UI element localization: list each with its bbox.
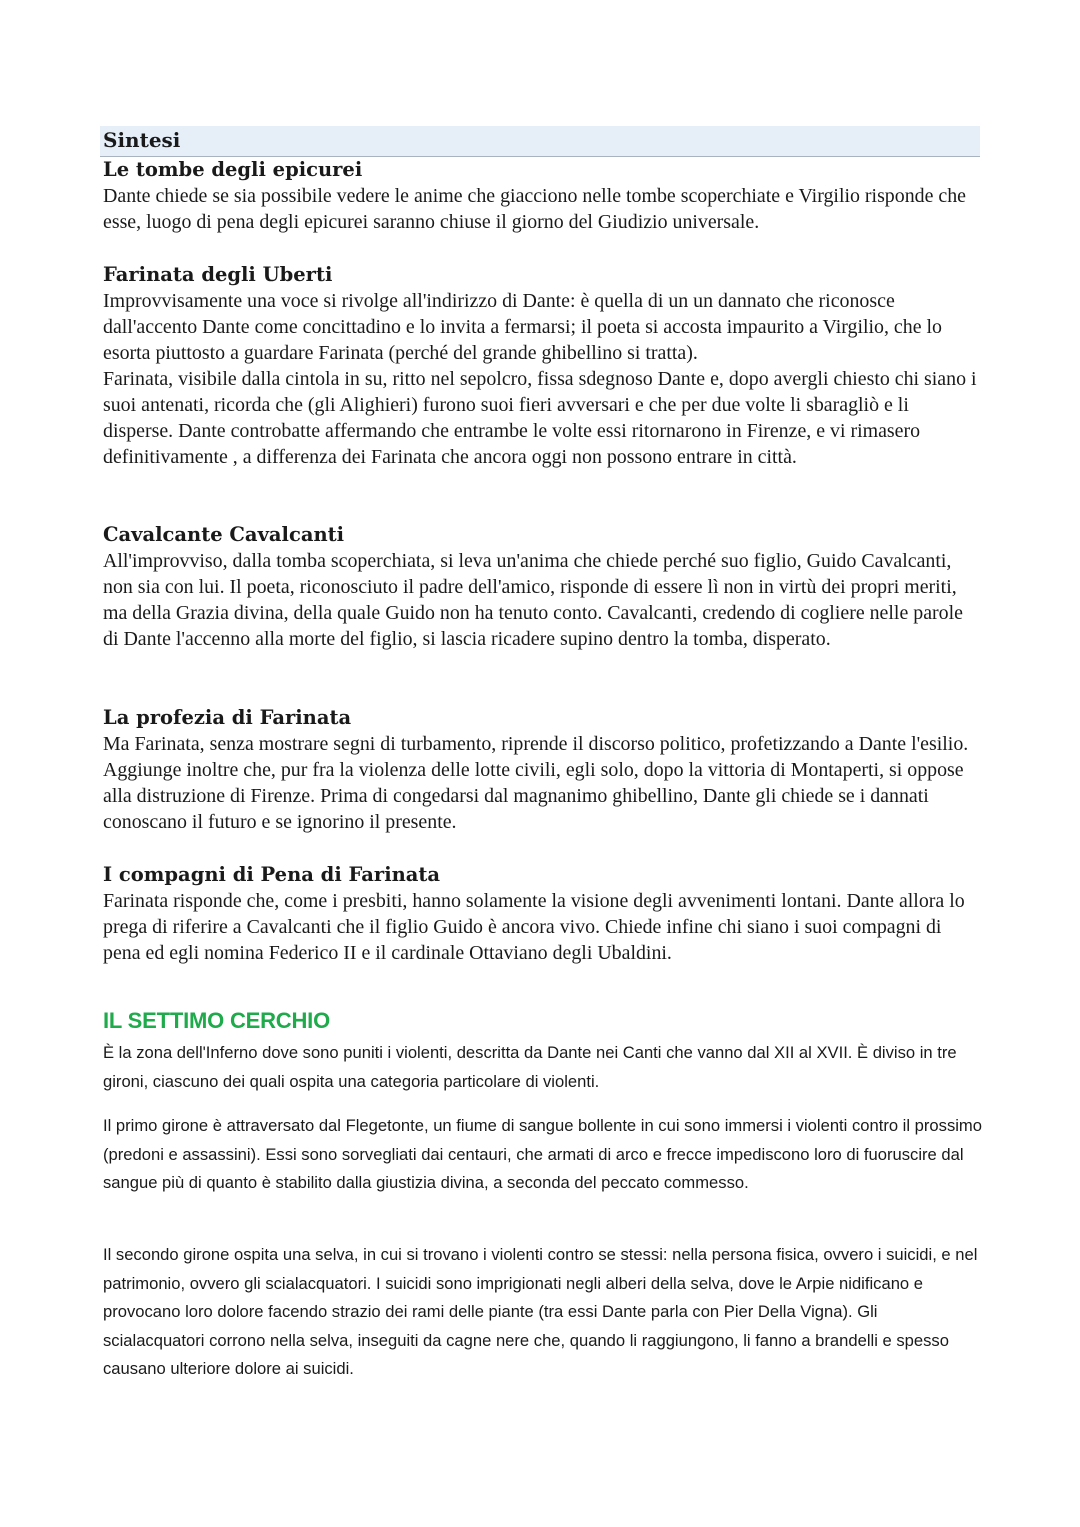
section-paragraph: Improvvisamente una voce si rivolge all'indirizzo di Dante: è quella di un un dannato che riconosce dall'accento Dante come concittadino e lo invita a fermarsi; il poeta si accosta impaurito a Virgilio, che lo esorta piuttosto a guardare Farinata (perché del grande ghibellino si tratta). — [103, 290, 942, 364]
sintesi-title: Sintesi — [103, 128, 181, 152]
section-farinata-uberti — [103, 262, 983, 470]
section-paragraph: All'improvviso, dalla tomba scoperchiata, si leva un'anima che chiede perché suo figlio, Guido Cavalcanti, non sia con lui. Il poeta, riconosciuto il padre dell'amico, risponde di essere lì non in virtù dei propri meriti, ma della Grazia divina, della quale Guido non ha tenuto conto. Cavalcanti, credendo di cogliere nelle parole di Dante l'accenno alla morte del figlio, si lascia ricadere supino dentro la tomba, disperato. — [103, 550, 963, 650]
section-cavalcante-cavalcanti — [103, 522, 983, 652]
section-heading: Farinata degli Uberti — [103, 263, 333, 286]
section-heading: I compagni di Pena di Farinata — [103, 863, 441, 886]
settimo-cerchio-paragraph: È la zona dell'Inferno dove sono puniti i violenti, descritta da Dante nei Canti che vanno dal XII al XVII. È diviso in tre gironi, ciascuno dei quali ospita una categoria particolare di violenti. — [103, 1043, 957, 1091]
section-paragraph: Farinata, visibile dalla cintola in su, ritto nel sepolcro, fissa sdegnoso Dante e, dopo avergli chiesto chi siano i suoi antenati, ricorda che (gli Alighieri) furono suoi fieri avversari e che per due volte li sbaragliò e li disperse. Dante controbatte affermando che entrambe le volte essi ritornarono in Firenze, e vi rimasero definitivamente , a differenza dei Farinata che ancora oggi non possono entrare in città. — [103, 368, 977, 468]
section-compagni-pena — [103, 862, 983, 966]
section-paragraph: Dante chiede se sia possibile vedere le anime che giacciono nelle tombe scoperchiate e Virgilio risponde che esse, luogo di pena degli epicurei saranno chiuse il giorno del Giudizio universale. — [103, 185, 966, 233]
sintesi-header-band — [100, 126, 980, 157]
settimo-cerchio-heading: IL SETTIMO CERCHIO — [103, 1008, 331, 1034]
section-paragraph: Farinata risponde che, come i presbiti, hanno solamente la visione degli avvenimenti lontani. Dante allora lo prega di riferire a Cavalcanti che il figlio Guido è ancora vivo. Chiede infine chi siano i suoi compagni di pena ed egli nomina Federico II e il cardinale Ottaviano degli Ubaldini. — [103, 890, 965, 964]
settimo-cerchio-paragraph: Il primo girone è attraversato dal Flegetonte, un fiume di sangue bollente in cui sono immersi i violenti contro il prossimo (predoni e assassini). Essi sono sorvegliati dai centauri, che armati di arco e frecce impediscono loro di fuoruscire dal sangue più di quanto è stabilito dalla giustizia divina, a seconda del peccato commesso. — [103, 1116, 982, 1192]
settimo-cerchio-paragraph: Il secondo girone ospita una selva, in cui si trovano i violenti contro se stessi: nella persona fisica, ovvero i suicidi, e nel patrimonio, ovvero gli scialacquatori. I suicidi sono imprigionati negli alberi della selva, dove le Arpie nidificano e provocano loro dolore facendo strazio dei rami delle piante (tra essi Dante parla con Pier Della Vigna). Gli scialacquatori corrono nella selva, inseguiti da cagne nere che, quando li raggiungono, li fanno a brandelli e spesso causano ulteriore dolore ai suicidi. — [103, 1245, 978, 1378]
section-tombe-epicurei — [103, 157, 983, 235]
section-heading: Le tombe degli epicurei — [103, 158, 363, 181]
section-heading: Cavalcante Cavalcanti — [103, 523, 345, 546]
section-profezia-farinata — [103, 705, 983, 835]
section-heading: La profezia di Farinata — [103, 706, 352, 729]
section-paragraph: Ma Farinata, senza mostrare segni di turbamento, riprende il discorso politico, profetizzando a Dante l'esilio. Aggiunge inoltre che, pur fra la violenza delle lotte civili, egli solo, dopo la vittoria di Montaperti, si oppose alla distruzione di Firenze. Prima di congedarsi dal magnanimo ghibellino, Dante gli chiede se i dannati conoscano il futuro e se ignorino il presente. — [103, 733, 969, 833]
